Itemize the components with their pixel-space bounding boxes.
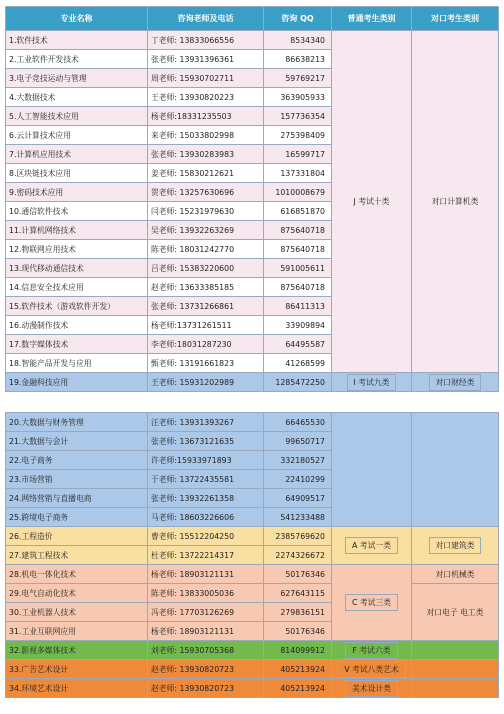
major-name: 8.区块链技术应用 — [6, 164, 148, 183]
normal-category — [332, 679, 412, 698]
teacher-contact: 陈老师: 13833005036 — [148, 584, 264, 603]
normal-category-label: F 考试六类 — [345, 642, 397, 659]
qq-number: 541233488 — [264, 508, 332, 527]
qq-number: 591005611 — [264, 259, 332, 278]
vocational-category — [412, 584, 499, 641]
normal-category — [332, 565, 412, 641]
qq-number: 2274326672 — [264, 546, 332, 565]
vocational-category — [412, 527, 499, 565]
qq-number: 22410299 — [264, 470, 332, 489]
teacher-contact: 赵老师: 13633385185 — [148, 278, 264, 297]
qq-number: 405213924 — [264, 679, 332, 698]
major-name: 4.大数据技术 — [6, 88, 148, 107]
major-name: 17.数字媒体技术 — [6, 335, 148, 354]
qq-number: 1285472250 — [264, 373, 332, 392]
table-header-row — [6, 7, 499, 31]
qq-number: 64909517 — [264, 489, 332, 508]
teacher-contact: 杨老师:13731261511 — [148, 316, 264, 335]
qq-number: 33909894 — [264, 316, 332, 335]
normal-category-label: C 考试三类 — [345, 594, 398, 611]
vocational-category — [412, 31, 499, 373]
qq-number: 59769217 — [264, 69, 332, 88]
major-name: 11.计算机网络技术 — [6, 221, 148, 240]
teacher-contact: 丁老师: 13833066556 — [148, 31, 264, 50]
major-name: 21.大数据与会计 — [6, 432, 148, 451]
vocational-category — [412, 565, 499, 584]
teacher-contact: 杨老师:18331235503 — [148, 107, 264, 126]
major-name: 29.电气自动化技术 — [6, 584, 148, 603]
teacher-contact: 王老师: 13930820223 — [148, 88, 264, 107]
major-name: 22.电子商务 — [6, 451, 148, 470]
major-name: 2.工业软件开发技术 — [6, 50, 148, 69]
major-name: 32.影视多媒体技术 — [6, 641, 148, 660]
normal-category-label: J 考试十类 — [350, 193, 394, 210]
qq-number: 41268599 — [264, 354, 332, 373]
qq-number: 627643115 — [264, 584, 332, 603]
major-name: 6.云计算技术应用 — [6, 126, 148, 145]
table-row — [6, 584, 499, 603]
teacher-contact: 张老师: 13932261358 — [148, 489, 264, 508]
major-name: 20.大数据与财务管理 — [6, 413, 148, 432]
major-name: 13.现代移动通信技术 — [6, 259, 148, 278]
teacher-contact: 杜老师: 13722214317 — [148, 546, 264, 565]
teacher-contact: 冯老师: 17703126269 — [148, 603, 264, 622]
vocational-category-label: 对口财经类 — [429, 374, 482, 391]
teacher-contact: 姜老师: 15830212621 — [148, 164, 264, 183]
qq-number: 86411313 — [264, 297, 332, 316]
normal-category-label: A 考试一类 — [345, 537, 398, 554]
normal-category — [332, 31, 412, 373]
teacher-contact: 汪老师: 13931393267 — [148, 413, 264, 432]
table-row — [6, 660, 499, 679]
teacher-contact: 赵老师: 13930820723 — [148, 679, 264, 698]
normal-category-label: 美术设计类 — [345, 680, 398, 697]
header-teacher: 咨询老师及电话 — [148, 7, 264, 31]
qq-number: 50176346 — [264, 565, 332, 584]
header-normal-category: 普通考生类别 — [332, 7, 412, 31]
qq-number: 8534340 — [264, 31, 332, 50]
qq-number: 875640718 — [264, 221, 332, 240]
normal-category-label: V 考试八类艺术 — [337, 661, 406, 678]
qq-number: 137331804 — [264, 164, 332, 183]
qq-number: 363905933 — [264, 88, 332, 107]
table-row — [6, 31, 499, 50]
vocational-category-label: 对口建筑类 — [429, 537, 482, 554]
qq-number: 2385769620 — [264, 527, 332, 546]
teacher-contact: 许老师:15933971893 — [148, 451, 264, 470]
normal-category — [332, 373, 412, 392]
teacher-contact: 贺老师: 13257630696 — [148, 183, 264, 202]
teacher-contact: 曹老师: 15512204250 — [148, 527, 264, 546]
qq-number: 66465530 — [264, 413, 332, 432]
vocational-category-label: 对口电子 电工类 — [422, 604, 487, 621]
qq-number: 616851870 — [264, 202, 332, 221]
header-qq: 咨询 QQ — [264, 7, 332, 31]
qq-number: 16599717 — [264, 145, 332, 164]
teacher-contact: 马老师: 18603226606 — [148, 508, 264, 527]
qq-number: 86638213 — [264, 50, 332, 69]
table-1-body — [6, 31, 499, 392]
vocational-category-label: 对口计算机类 — [428, 193, 483, 210]
qq-number: 99650717 — [264, 432, 332, 451]
teacher-contact: 李老师:18031287230 — [148, 335, 264, 354]
teacher-contact: 张老师: 13931396361 — [148, 50, 264, 69]
vocational-category — [412, 413, 499, 527]
table-row — [6, 565, 499, 584]
teacher-contact: 张老师: 13673121635 — [148, 432, 264, 451]
major-name: 25.跨境电子商务 — [6, 508, 148, 527]
table-row — [6, 413, 499, 432]
major-name: 16.动漫制作技术 — [6, 316, 148, 335]
major-name: 15.软件技术（游戏软件开发） — [6, 297, 148, 316]
teacher-contact: 吴老师: 13932263269 — [148, 221, 264, 240]
qq-number: 814099912 — [264, 641, 332, 660]
major-name: 5.人工智能技术应用 — [6, 107, 148, 126]
major-name: 28.机电一体化技术 — [6, 565, 148, 584]
teacher-contact: 来老师: 15033802998 — [148, 126, 264, 145]
major-name: 12.物联网应用技术 — [6, 240, 148, 259]
major-name: 19.金融科技应用 — [6, 373, 148, 392]
major-name: 7.计算机应用技术 — [6, 145, 148, 164]
teacher-contact: 刘老师: 15930705368 — [148, 641, 264, 660]
teacher-contact: 张老师: 13731266861 — [148, 297, 264, 316]
qq-number: 1010008679 — [264, 183, 332, 202]
major-name: 24.网络营销与直播电商 — [6, 489, 148, 508]
vocational-category — [412, 641, 499, 660]
table-row — [6, 679, 499, 698]
teacher-contact: 甄老师: 13191661823 — [148, 354, 264, 373]
table-2-body — [6, 413, 499, 698]
vocational-category — [412, 679, 499, 698]
normal-category — [332, 641, 412, 660]
major-name: 33.广告艺术设计 — [6, 660, 148, 679]
major-name: 31.工业互联网应用 — [6, 622, 148, 641]
normal-category — [332, 413, 412, 527]
major-name: 1.软件技术 — [6, 31, 148, 50]
vocational-category — [412, 660, 499, 679]
major-name: 18.智能产品开发与应用 — [6, 354, 148, 373]
qq-number: 157736354 — [264, 107, 332, 126]
major-name: 30.工业机器人技术 — [6, 603, 148, 622]
teacher-contact: 吕老师: 15383220600 — [148, 259, 264, 278]
teacher-contact: 于老师: 13722435581 — [148, 470, 264, 489]
qq-number: 275398409 — [264, 126, 332, 145]
normal-category — [332, 527, 412, 565]
table-row — [6, 373, 499, 392]
major-name: 27.建筑工程技术 — [6, 546, 148, 565]
header-major: 专业名称 — [6, 7, 148, 31]
teacher-contact: 陈老师: 18031242770 — [148, 240, 264, 259]
major-name: 34.环境艺术设计 — [6, 679, 148, 698]
normal-category-label: I 考试九类 — [347, 374, 397, 391]
normal-category — [332, 660, 412, 679]
qq-number: 875640718 — [264, 240, 332, 259]
major-name: 3.电子竞技运动与管理 — [6, 69, 148, 88]
teacher-contact: 闫老师: 15231979630 — [148, 202, 264, 221]
major-name: 14.信息安全技术应用 — [6, 278, 148, 297]
qq-number: 332180527 — [264, 451, 332, 470]
majors-table-1 — [5, 6, 499, 392]
vocational-category-label: 对口机械类 — [432, 566, 479, 583]
qq-number: 405213924 — [264, 660, 332, 679]
teacher-contact: 周老师: 15930702711 — [148, 69, 264, 88]
teacher-contact: 杨老师: 18903121131 — [148, 622, 264, 641]
header-vocational-category: 对口考生类别 — [412, 7, 499, 31]
teacher-contact: 赵老师: 13930820723 — [148, 660, 264, 679]
qq-number: 875640718 — [264, 278, 332, 297]
qq-number: 64495587 — [264, 335, 332, 354]
table-row — [6, 641, 499, 660]
table-row — [6, 527, 499, 546]
teacher-contact: 王老师: 15931202989 — [148, 373, 264, 392]
teacher-contact: 杨老师: 18903121131 — [148, 565, 264, 584]
teacher-contact: 张老师: 13930283983 — [148, 145, 264, 164]
majors-table-2 — [5, 412, 499, 698]
major-name: 26.工程造价 — [6, 527, 148, 546]
vocational-category — [412, 373, 499, 392]
qq-number: 50176346 — [264, 622, 332, 641]
qq-number: 279836151 — [264, 603, 332, 622]
major-name: 23.市场营销 — [6, 470, 148, 489]
major-name: 10.通信软件技术 — [6, 202, 148, 221]
major-name: 9.密码技术应用 — [6, 183, 148, 202]
